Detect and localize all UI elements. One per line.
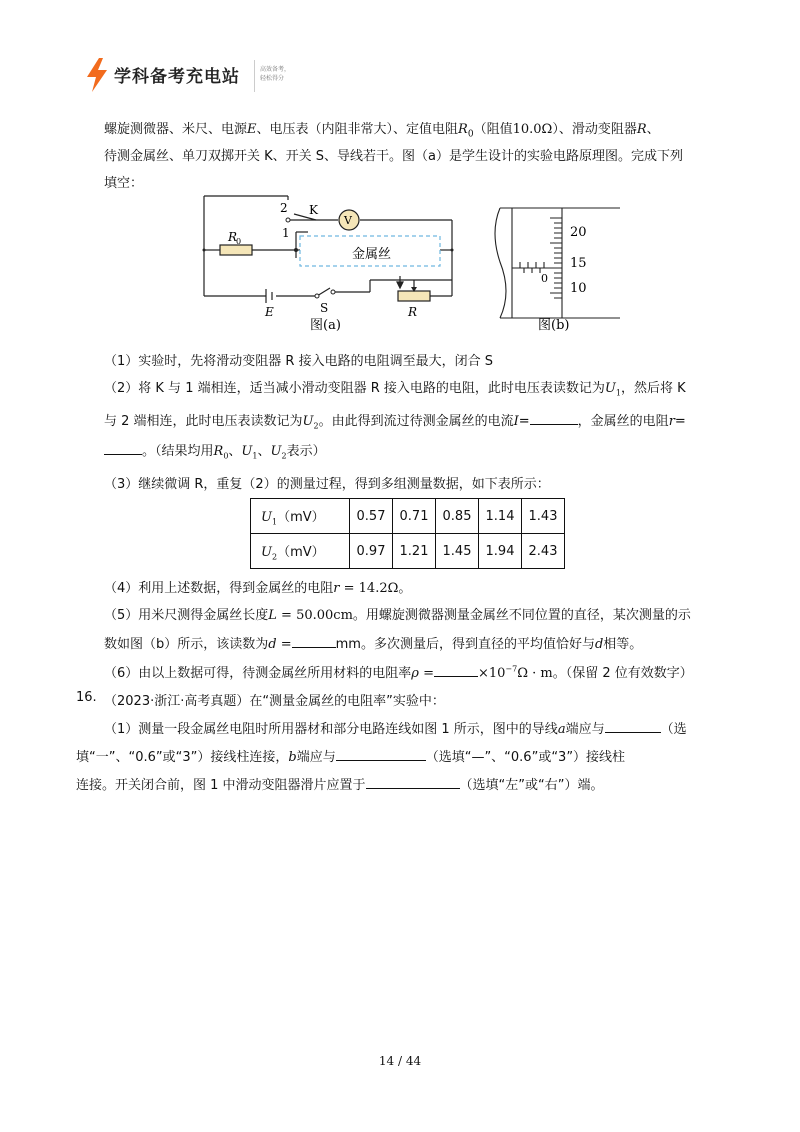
table-cell: 0.97 <box>350 534 393 569</box>
question-16-line-3: 连接。开关闭合前，图 1 中滑动变阻器滑片应置于 （选填“左”或“右”）端。 <box>76 778 604 793</box>
svg-text:1: 1 <box>282 226 290 240</box>
resistor-R0 <box>220 245 252 255</box>
table-cell: 1.21 <box>393 534 436 569</box>
blank-diameter[interactable] <box>292 635 336 648</box>
svg-text:V: V <box>344 214 352 227</box>
intro-line-2: 待测金属丝、单刀双掷开关 K、开关 S、导线若干。图（a）是学生设计的实验电路原理图。完成下列 <box>104 149 684 164</box>
svg-text:E: E <box>265 305 274 319</box>
table-cell: 2.43 <box>522 534 565 569</box>
svg-text:0: 0 <box>541 272 548 285</box>
blank-resistivity[interactable] <box>434 664 478 677</box>
table-cell: 0.71 <box>393 499 436 534</box>
logo-divider <box>254 60 255 92</box>
question-5-line-1: （5）用米尺测得金属丝长度L = 50.00cm。用螺旋测微器测量金属丝不同位置的直径，某次测量的示 <box>104 608 691 623</box>
svg-text:10: 10 <box>570 281 587 296</box>
page-number: 14 / 44 <box>378 1054 422 1068</box>
circuit-figures <box>200 192 630 332</box>
table-cell: 0.85 <box>436 499 479 534</box>
svg-text:15: 15 <box>570 256 587 271</box>
intro-line-3: 填空： <box>104 176 144 191</box>
question-16-line-2: 填“一”、“0.6”或“3”）接线柱连接，b端应与 （选填“—”、“0.6”或“3”）接线柱 <box>76 750 626 765</box>
header-logo <box>84 56 291 96</box>
svg-text:图(a): 图(a) <box>310 318 341 332</box>
table-row <box>251 534 565 569</box>
blank-resistance[interactable] <box>104 442 142 455</box>
table-row-label: $U_1(mV)$ <box>251 499 350 534</box>
question-1: （1）实验时，先将滑动变阻器 R 接入电路的电阻调至最大，闭合 S <box>104 354 493 369</box>
blank-slider-position[interactable] <box>366 776 460 789</box>
svg-text:2: 2 <box>280 201 288 215</box>
logo-slogan: 高效备考， 轻松得分 <box>260 66 291 82</box>
measurement-table <box>250 498 565 569</box>
blank-terminal-a[interactable] <box>605 720 661 733</box>
svg-text:20: 20 <box>570 225 587 240</box>
svg-text:R: R <box>408 305 418 319</box>
question-5-line-2: 数如图（b）所示，该读数为d = mm。多次测量后，得到直径的平均值恰好与d相等。 <box>104 637 643 652</box>
question-16-number: 16. <box>76 690 97 705</box>
question-2-line-1: （2）将 K 与 1 端相连，适当减小滑动变阻器 R 接入电路的电阻，此时电压表读数记为$U_1$，然后将 K <box>104 381 686 398</box>
question-16-head: （2023·浙江·高考真题）在“测量金属丝的电阻率”实验中： <box>104 694 445 709</box>
svg-text:图(b): 图(b) <box>538 318 570 332</box>
question-2-line-3: 。（结果均用$R_0$、$U_1$、$U_2$表示） <box>104 440 326 461</box>
thimble-scale <box>550 218 562 298</box>
lightning-bolt-icon <box>84 58 110 92</box>
question-6: （6）由以上数据可得，待测金属丝所用材料的电阻率$\rho = \times 10^{-7}\Omega \cdot m$。（保留 2 位有效数字） <box>104 664 693 681</box>
svg-text:S: S <box>320 301 329 315</box>
table-row-label: $U_2(mV)$ <box>251 534 350 569</box>
blank-terminal-b[interactable] <box>336 748 426 761</box>
question-2-line-2: 与 2 端相连，此时电压表读数记为$U_2$。由此得到流过待测金属丝的电流I= ，金属丝的电阻r= <box>104 414 686 431</box>
table-cell: 0.57 <box>350 499 393 534</box>
table-cell: 1.94 <box>479 534 522 569</box>
table-row <box>251 499 565 534</box>
question-3: （3）继续微调 R，重复（2）的测量过程，得到多组测量数据，如下表所示： <box>104 477 550 492</box>
table-cell: 1.45 <box>436 534 479 569</box>
question-16-line-1: （1）测量一段金属丝电阻时所用器材和部分电路连线如图 1 所示，图中的导线a端应与 （选 <box>104 722 687 737</box>
blank-current[interactable] <box>530 412 578 425</box>
svg-text:金属丝: 金属丝 <box>352 247 392 262</box>
svg-text:R: R <box>228 230 238 244</box>
intro-line-1: 螺旋测微器、米尺、电源E、电压表（内阻非常大）、定值电阻$R_0$（阻值10.0Ω）、滑动变阻器R、 <box>104 122 660 140</box>
table-cell: 1.43 <box>522 499 565 534</box>
logo-text: 学科备考充电站 <box>114 67 240 87</box>
table-cell: 1.14 <box>479 499 522 534</box>
question-4: （4）利用上述数据，得到金属丝的电阻r = 14.2Ω。 <box>104 581 412 596</box>
rheostat-R <box>398 291 430 301</box>
svg-text:0: 0 <box>236 237 242 246</box>
svg-text:K: K <box>309 203 318 217</box>
